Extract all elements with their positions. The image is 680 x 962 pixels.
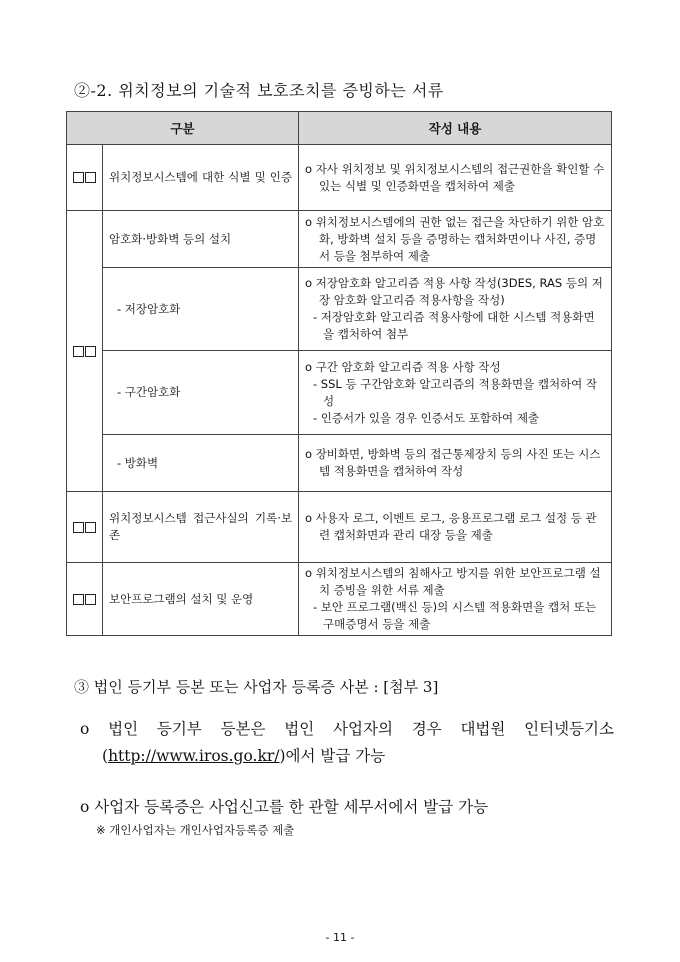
paren-open: ( xyxy=(102,747,109,765)
section-heading: ②-2. 위치정보의 기술적 보호조치를 증빙하는 서류 xyxy=(74,81,444,100)
registry-tail: )에서 발급 가능 xyxy=(279,747,386,765)
table-row xyxy=(67,492,612,563)
item-label: - 저장암호화 xyxy=(103,268,299,351)
table-row xyxy=(67,435,612,492)
registry-paragraph xyxy=(80,716,614,770)
desc-line: o 저장암호화 알고리즘 적용 사항 작성(3DES, RAS 등의 저장 암호화 알고리즘 적용사항을 작성) xyxy=(305,276,603,307)
item-description xyxy=(299,268,612,351)
item-description xyxy=(299,211,612,268)
page-number: - 11 - xyxy=(325,931,355,944)
item-label: 보안프로그램의 설치 및 운영 xyxy=(103,563,299,636)
checkbox-cell xyxy=(67,211,103,492)
desc-line: o 위치정보시스템에의 권한 없는 접근을 차단하기 위한 암호화, 방화벽 설치 등을 증명하는 캡처화면이나 사진, 증명서 등을 첨부하여 제출 xyxy=(305,214,605,263)
checkbox-icon xyxy=(73,522,84,533)
desc-line: - SSL 등 구간암호화 알고리즘의 적용화면을 캡처하여 작성 xyxy=(313,376,598,408)
checkbox-icon xyxy=(85,346,96,357)
desc-line: o 자사 위치정보 및 위치정보시스템의 접근권한을 확인할 수 있는 식별 및 인증화면을 캡처하여 제출 xyxy=(305,161,605,193)
checkbox-cell xyxy=(67,492,103,563)
desc-line: - 인증서가 있을 경우 인증서도 포함하여 제출 xyxy=(313,410,540,425)
desc-line: o 위치정보시스템의 침해사고 방지를 위한 보안프로그램 설치 증빙을 위한 서류 제출 xyxy=(305,566,601,597)
checkbox-icon xyxy=(73,346,84,357)
registry-line: o 법인 등기부 등본은 법인 사업자의 경우 대법원 인터넷등기소 xyxy=(80,720,614,738)
checkbox-cell xyxy=(67,145,103,211)
desc-line: - 저장암호화 알고리즘 적용사항에 대한 시스템 적용화면을 캡처하여 첨부 xyxy=(313,310,595,341)
item-label: 위치정보시스템에 대한 식별 및 인증 xyxy=(103,145,299,211)
item-label: - 방화벽 xyxy=(103,435,299,492)
checkbox-icon xyxy=(73,172,84,183)
section3-heading: ③ 법인 등기부 등본 또는 사업자 등록증 사본 : [첨부 3] xyxy=(74,678,439,696)
desc-line: - 보안 프로그램(백신 등)의 시스템 적용화면을 캡처 또는 구매증명서 등을 제출 xyxy=(313,600,597,631)
table-row xyxy=(67,563,612,636)
checkbox-icon xyxy=(85,594,96,605)
registry-link-line xyxy=(80,743,614,770)
checkbox-icon xyxy=(85,522,96,533)
item-description xyxy=(299,351,612,435)
desc-line: o 구간 암호화 알고리즘 적용 사항 작성 xyxy=(305,359,501,374)
desc-line: o 장비화면, 방화벽 등의 접근통제장치 등의 사진 또는 시스템 적용화면을 캡처하여 작성 xyxy=(305,447,601,478)
business-registration-paragraph: o 사업자 등록증은 사업신고를 한 관할 세무서에서 발급 가능 xyxy=(80,798,489,816)
table-row xyxy=(67,268,612,351)
desc-line: o 사용자 로그, 이벤트 로그, 응용프로그램 로그 설정 등 관련 캡처화면과 관리 대장 등을 제출 xyxy=(305,511,597,542)
item-label: - 구간암호화 xyxy=(103,351,299,435)
table-row xyxy=(67,211,612,268)
item-description xyxy=(299,492,612,563)
header-content: 작성 내용 xyxy=(299,112,612,145)
header-category: 구분 xyxy=(67,112,299,145)
checkbox-icon xyxy=(85,172,96,183)
table-row xyxy=(67,145,612,211)
item-label: 위치정보시스템 접근사실의 기록·보존 xyxy=(103,492,299,563)
item-label: 암호화·방화벽 등의 설치 xyxy=(103,211,299,268)
checkbox-icon xyxy=(73,594,84,605)
item-description xyxy=(299,563,612,636)
checkbox-cell xyxy=(67,563,103,636)
table-header-row xyxy=(67,112,612,145)
iros-link[interactable]: http://www.iros.go.kr/ xyxy=(108,747,280,765)
documents-table xyxy=(66,111,612,636)
item-description xyxy=(299,435,612,492)
table-row xyxy=(67,351,612,435)
individual-business-note: ※ 개인사업자는 개인사업자등록증 제출 xyxy=(96,823,295,837)
item-description xyxy=(299,145,612,211)
